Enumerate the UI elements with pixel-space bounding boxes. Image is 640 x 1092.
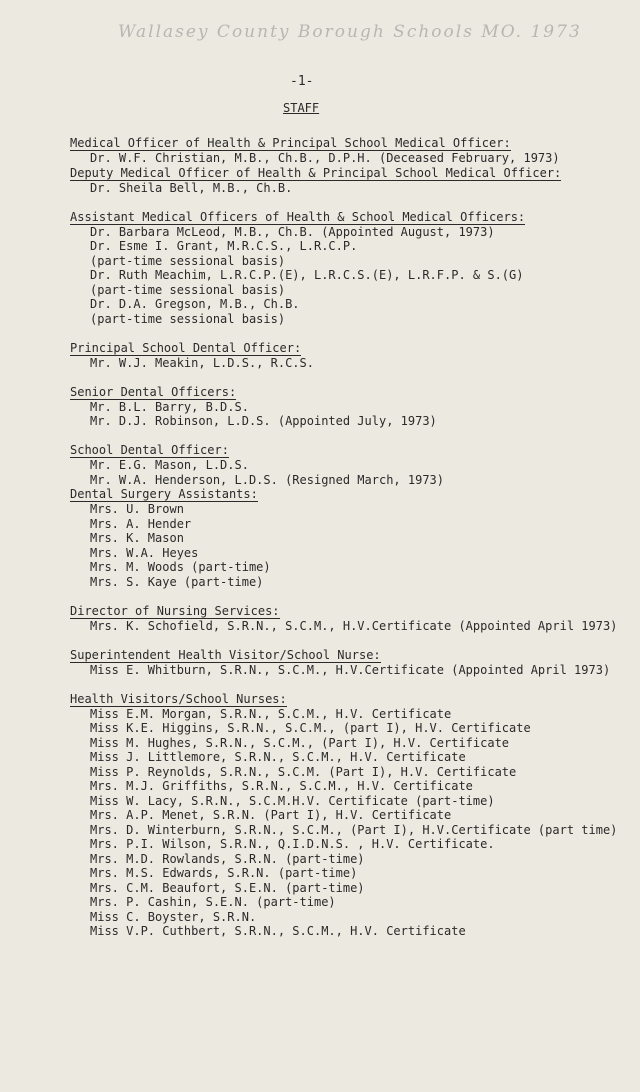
staff-entry: Dr. D.A. Gregson, M.B., Ch.B. — [90, 297, 300, 311]
staff-list — [70, 136, 636, 939]
staff-entry: Mrs. K. Schofield, S.R.N., S.C.M., H.V.Certificate (Appointed April 1973) — [90, 618, 618, 633]
section-heading: Principal School Dental Officer: — [70, 340, 302, 355]
staff-entry: Miss E.M. Morgan, S.R.N., S.C.M., H.V. Certificate — [90, 706, 452, 721]
staff-entry: Miss V.P. Cuthbert, S.R.N., S.C.M., H.V. Certificate — [90, 924, 466, 938]
section-heading: Health Visitors/School Nurses: — [70, 691, 287, 706]
staff-entry: Miss J. Littlemore, S.R.N., S.C.M., H.V. Certificate — [90, 750, 466, 764]
staff-entry: Mr. B.L. Barry, B.D.S. — [90, 399, 249, 414]
section-heading: Assistant Medical Officers of Health & School Medical Officers: — [70, 209, 526, 224]
staff-entry: Mrs. P.I. Wilson, S.R.N., Q.I.D.N.S. , H.V. Certificate. — [90, 837, 495, 851]
staff-section — [70, 166, 636, 196]
staff-entry: Mrs. M.D. Rowlands, S.R.N. (part-time) — [90, 851, 365, 866]
staff-entry: Miss K.E. Higgins, S.R.N., S.C.M., (part I), H.V. Certificate — [90, 721, 531, 735]
staff-section — [70, 385, 636, 429]
staff-entry: Mrs. C.M. Beaufort, S.E.N. (part-time) — [90, 880, 365, 895]
page-title: STAFF — [283, 101, 320, 115]
section-heading: Medical Officer of Health & Principal School Medical Officer: — [70, 136, 511, 150]
page-number: -1- — [290, 74, 314, 89]
staff-entry: Dr. Esme I. Grant, M.R.C.S., L.R.C.P. — [90, 239, 358, 253]
staff-section — [70, 604, 636, 634]
section-heading: School Dental Officer: — [70, 443, 229, 457]
staff-section — [70, 136, 636, 166]
staff-entry: Miss M. Hughes, S.R.N., S.C.M., (Part I), H.V. Certificate — [90, 735, 510, 750]
staff-entry: Dr. W.F. Christian, M.B., Ch.B., D.P.H. (Deceased February, 1973) — [90, 151, 560, 165]
staff-entry: Mr. W.A. Henderson, L.D.S. (Resigned March, 1973) — [90, 472, 445, 487]
staff-entry: Mrs. K. Mason — [90, 531, 184, 545]
staff-entry: Mrs. A. Hender — [90, 516, 192, 531]
staff-entry: Miss C. Boyster, S.R.N. — [90, 909, 257, 924]
section-heading: Director of Nursing Services: — [70, 603, 280, 618]
section-heading: Senior Dental Officers: — [70, 384, 237, 399]
staff-entry: Mrs. U. Brown — [90, 502, 184, 516]
staff-entry: Mrs. W.A. Heyes — [90, 545, 199, 560]
handwritten-annotation: Wallasey County Borough Schools MO. 1973 — [118, 22, 582, 42]
staff-section — [70, 648, 636, 678]
section-heading: Superintendent Health Visitor/School Nurse: — [70, 647, 381, 662]
staff-entry: Mrs. P. Cashin, S.E.N. (part-time) — [90, 895, 336, 909]
staff-entry: Dr. Sheila Bell, M.B., Ch.B. — [90, 180, 293, 195]
staff-entry: Mrs. M.J. Griffiths, S.R.N., S.C.M., H.V. Certificate — [90, 779, 473, 793]
staff-entry: Dr. Ruth Meachim, L.R.C.P.(E), L.R.C.S.(E), L.R.F.P. & S.(G) — [90, 268, 524, 282]
staff-section — [70, 443, 636, 487]
staff-section — [70, 487, 636, 589]
section-heading: Deputy Medical Officer of Health & Principal School Medical Officer: — [70, 165, 562, 180]
staff-entry: Miss P. Reynolds, S.R.N., S.C.M. (Part I), H.V. Certificate — [90, 764, 517, 779]
staff-entry: Mr. W.J. Meakin, L.D.S., R.C.S. — [90, 355, 314, 370]
staff-entry: (part-time sessional basis) — [90, 253, 286, 268]
staff-entry: Miss W. Lacy, S.R.N., S.C.M.H.V. Certificate (part-time) — [90, 793, 495, 808]
staff-entry: Mrs. S. Kaye (part-time) — [90, 574, 264, 589]
staff-section — [70, 341, 636, 371]
staff-section — [70, 210, 636, 327]
staff-entry: Mr. E.G. Mason, L.D.S. — [90, 458, 249, 472]
staff-entry: Dr. Barbara McLeod, M.B., Ch.B. (Appointed August, 1973) — [90, 224, 495, 239]
staff-entry: (part-time sessional basis) — [90, 311, 286, 326]
section-heading: Dental Surgery Assistants: — [70, 487, 258, 501]
staff-section — [70, 692, 636, 939]
staff-entry: Mrs. D. Winterburn, S.R.N., S.C.M., (Part I), H.V.Certificate (part time) — [90, 822, 618, 837]
staff-entry: (part-time sessional basis) — [90, 282, 286, 297]
staff-entry: Mrs. M.S. Edwards, S.R.N. (part-time) — [90, 866, 358, 880]
staff-entry: Mrs. M. Woods (part-time) — [90, 560, 271, 574]
staff-entry: Mr. D.J. Robinson, L.D.S. (Appointed July, 1973) — [90, 414, 437, 428]
staff-entry: Miss E. Whitburn, S.R.N., S.C.M., H.V.Certificate (Appointed April 1973) — [90, 662, 611, 677]
staff-entry: Mrs. A.P. Menet, S.R.N. (Part I), H.V. Certificate — [90, 808, 452, 822]
